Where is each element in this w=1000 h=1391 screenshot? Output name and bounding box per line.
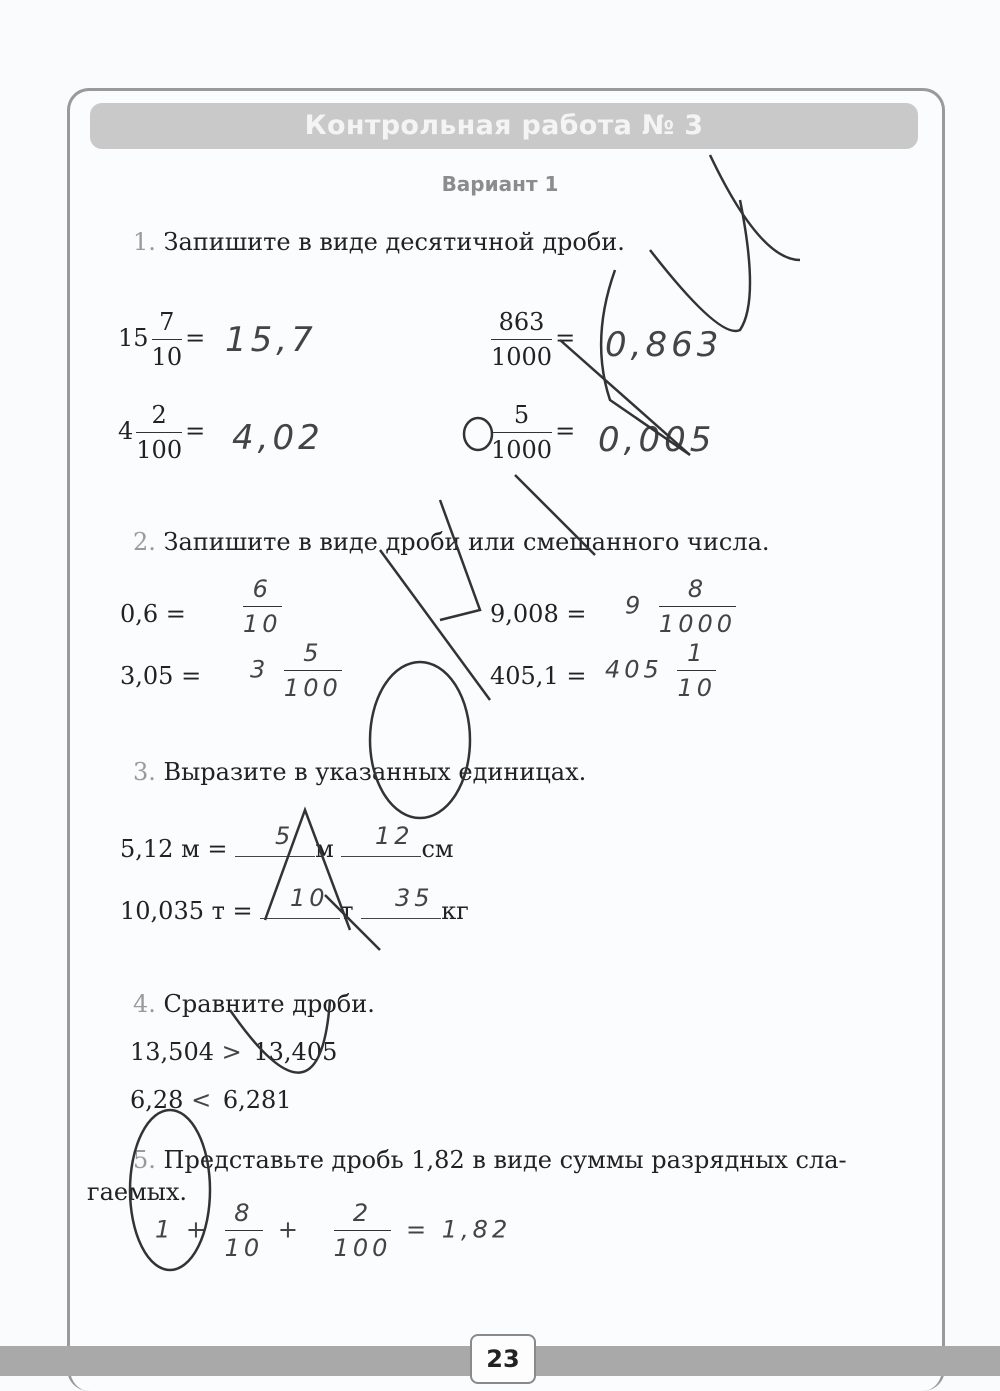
task-1-item-1: 15 $\frac{7}{10}$ = — [118, 305, 205, 374]
task-1-heading: 1. Запишите в виде десятичной дроби. — [133, 228, 625, 256]
task-2-answer-2: 9 $\frac{8}{1000}$ — [625, 572, 739, 641]
task-3-answer-1a: 5 — [275, 822, 295, 850]
task-2-answer-4: 405 $\frac{1}{10}$ — [605, 636, 719, 705]
task-5-answer: 1 + $\frac{8}{10}$ + $\frac{2}{100}$ = 1,82 — [155, 1196, 511, 1265]
task-2-item-2: 9,008 = — [490, 600, 587, 628]
task-1-answer-4: 0,005 — [598, 420, 716, 460]
task-2-item-1: 0,6 = — [120, 600, 186, 628]
task-1-item-3: 4 $\frac{2}{100}$ = — [118, 398, 205, 467]
task-1-answer-2: 0,863 — [605, 325, 723, 365]
test-title: Контрольная работа № 3 — [90, 103, 918, 149]
task-3-answer-2a: 10 — [290, 884, 329, 912]
task-4-heading: 4. Сравните дроби. — [133, 990, 375, 1018]
task-2-answer-1: $\frac{6}{10}$ — [240, 572, 285, 641]
variant-label: Вариант 1 — [441, 172, 559, 196]
page-number: 23 — [470, 1334, 536, 1384]
task-2-heading: 2. Запишите в виде дроби или смешанного числа. — [133, 528, 770, 556]
task-3-heading: 3. Выразите в указанных единицах. — [133, 758, 587, 786]
task-4-item-1: 13,504 > 13,405 — [130, 1038, 338, 1066]
task-1-item-2: $\frac{863}{1000}$ = — [488, 305, 575, 374]
task-5-heading-cont: гаемых. — [87, 1178, 188, 1206]
task-2-item-3: 3,05 = — [120, 662, 202, 690]
task-2-answer-3: 3 $\frac{5}{100}$ — [250, 636, 345, 705]
task-3-answer-2b: 35 — [395, 884, 434, 912]
task-4-item-2: 6,28 < 6,281 — [130, 1086, 292, 1114]
task-1-answer-1: 15,7 — [225, 320, 317, 360]
task-1-item-4: $\frac{5}{1000}$ = — [488, 398, 575, 467]
task-1-answer-3: 4,02 — [232, 418, 324, 458]
task-3-item-2: 10,035 т = т кг — [120, 894, 469, 925]
task-3-answer-1b: 12 — [375, 822, 414, 850]
task-2-item-4: 405,1 = — [490, 662, 587, 690]
task-3-item-1: 5,12 м = м см — [120, 832, 454, 863]
task-5-heading: 5. Представьте дробь 1,82 в виде суммы разрядных сла- — [133, 1146, 847, 1174]
